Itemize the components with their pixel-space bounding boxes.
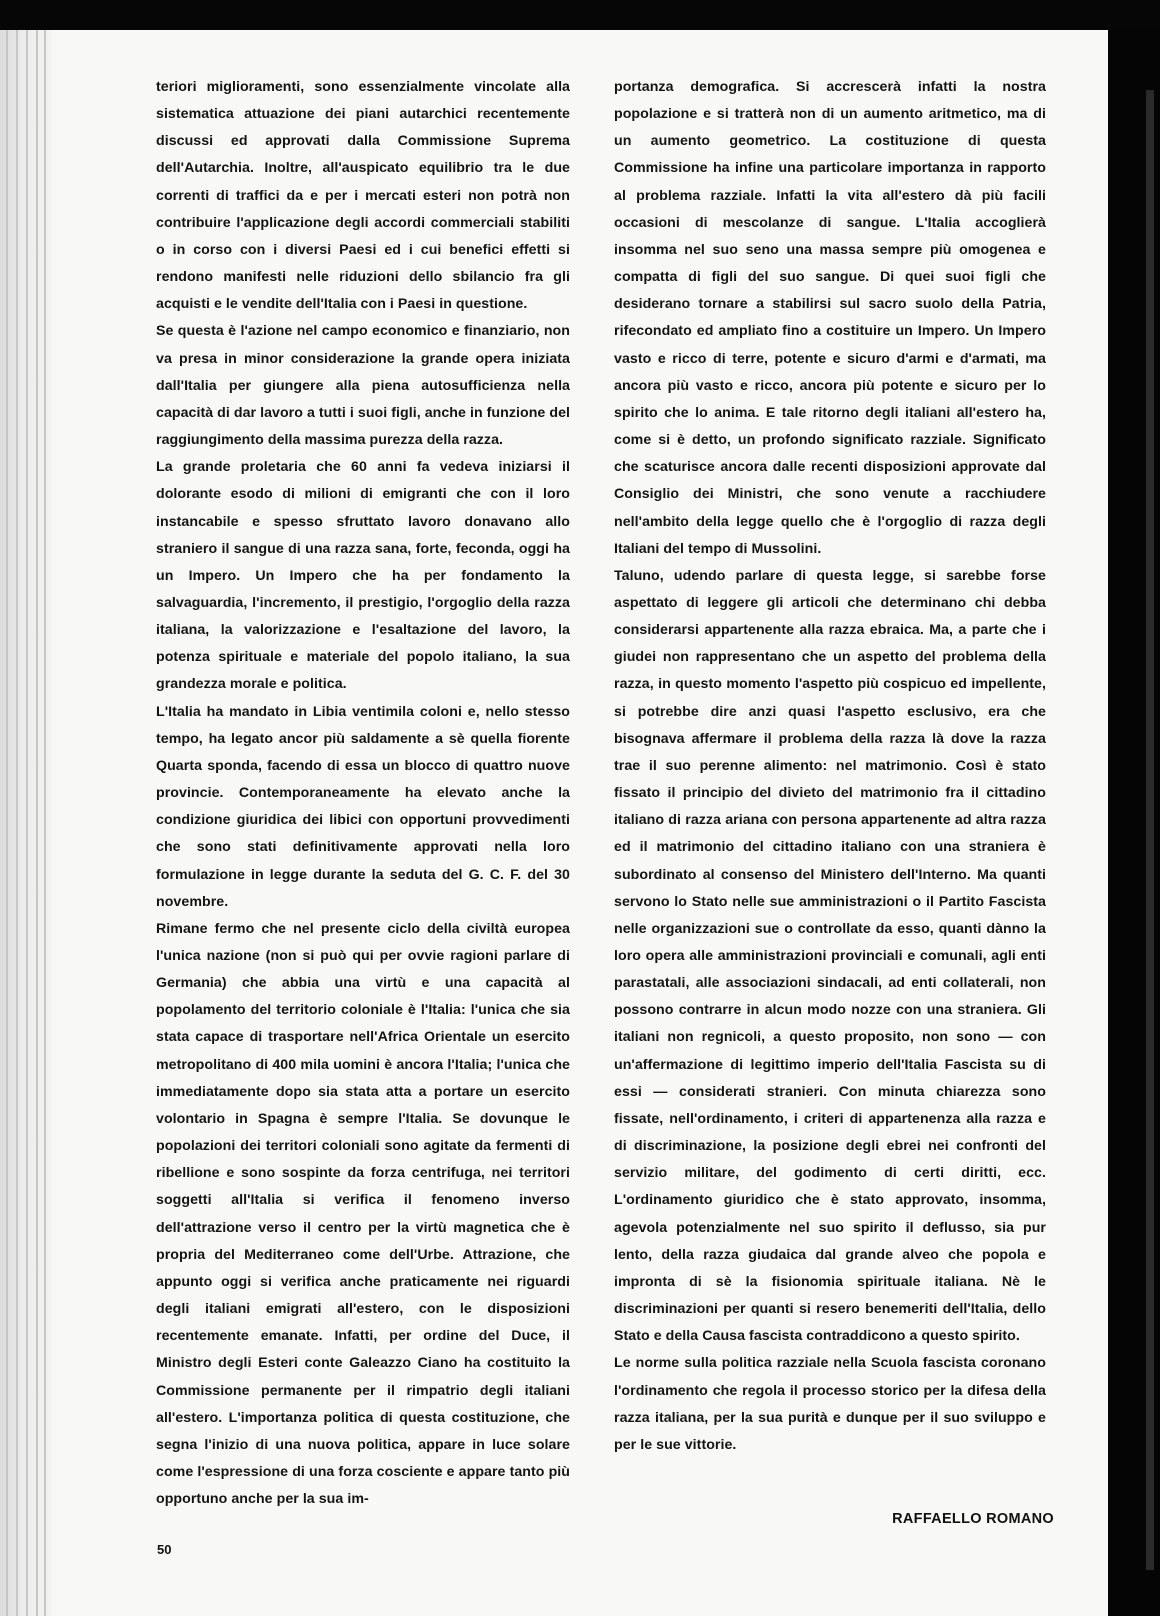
paragraph: Taluno, udendo parlare di questa legge, si sarebbe forse aspettato di leggere gli articoli che determinano chi debba considerarsi appartenente alla razza ebraica. Ma, a parte che i giudei non rappresentano che un aspetto del problema della razza, in questo momento l'aspetto più cospicuo ed impellente, si potrebbe dire anzi quasi l'aspetto esclusivo, era che bisognava affermare il problema della razza là dove la razza trae il suo perenne alimento: nel matrimonio. Così è stato fissato il principio del divieto del matrimonio fra il cittadino italiano di razza ariana con persona appartenente ad altra razza ed il matrimonio del cittadino italiano con una straniera è subordinato al consenso del Ministero dell'Interno. Ma quanti servono lo Stato nelle sue amministrazioni o il Partito Fascista nelle organizzazioni sue o controllate da esso, quanti dànno la loro opera alle amministrazioni provinciali e comunali, agli enti parastatali, alle associazioni sindacali, ad enti collaterali, non possono contrarre in alcun modo nozze con una straniera. Gli italiani non regnicoli, a questo proposito, non sono — con un'affermazione di legittimo imperio dell'Italia Fascista su di essi — considerati stranieri. Con minuta chiarezza sono fissate, nell'ordinamento, i criteri di appartenenza alla razza e di discriminazione, la posizione degli ebrei nei confronti del servizio militare, del godimento di certi diritti, ecc. L'ordinamento giuridico che è stato approvato, insomma, agevola potenzialmente nel suo spirito il deflusso, sia pur lento, della razza giudaica dal grande alveo che popola e impronta di sè la fisionomia spirituale italiana. Nè le discriminazioni per quanti si resero benemeriti dell'Italia, dello Stato e della Causa fascista contraddicono a questo spirito. (614, 567, 1046, 1345)
article-column-right (614, 74, 1046, 1459)
paragraph: teriori miglioramenti, sono essenzialmente vincolate alla sistematica attuazione dei piani autarchici recentemente discussi ed approvati dalla Commissione Suprema dell'Autarchia. Inoltre, all'auspicato equilibrio tra le due correnti di traffici da e per i mercati esteri non potrà non contribuire l'applicazione degli accordi commerciali stabiliti o in corso con i diversi Paesi ed i cui benefici effetti si rendono manifesti nelle riduzioni dello sbilancio fra gli acquisti e le vendite dell'Italia con i Paesi in questione. (156, 79, 570, 313)
paragraph: Se questa è l'azione nel campo economico e finanziario, non va presa in minor considerazione la grande opera iniziata dall'Italia per giungere alla piena autosufficienza nella capacità di dar lavoro a tutti i suoi figli, anche in funzione del raggiungimento della massima purezza della razza. (156, 323, 571, 449)
paragraph: Rimane fermo che nel presente ciclo della civiltà europea l'unica nazione (non si può qui per ovvie ragioni parlare di Germania) che abbia una virtù e una capacità al popolamento del territorio coloniale è l'Italia: l'unica che sia stata capace di trasportare nell'Africa Orientale un esercito metropolitano di 400 mila uomini è ancora l'Italia; l'unica che immediatamente dopo sia stata atta a portare un esercito volontario in Spagna è sempre l'Italia. Se dovunque le popolazioni dei territori coloniali sono agitate da fermenti di ribellione e sono sospinte da forza centrifuga, nei territori soggetti all'Italia si verifica il fenomeno inverso dell'attrazione verso il centro per la virtù magnetica che è propria del Mediterraneo come dell'Urbe. Attrazione, che appunto oggi si verifica anche praticamente nei riguardi degli italiani emigrati all'estero, con le disposizioni recentemente emanate. Infatti, per ordine del Duce, il Ministro degli Esteri conte Galeazzo Ciano ha costituito la Commissione permanente per il rimpatrio degli italiani all'estero. L'importanza politica di questa costituzione, che segna l'inizio di una nuova politica, appare in luce solare come l'espressione di una forza cosciente e appare tanto più opportuno anche per la sua im- (156, 920, 570, 1508)
binding-line (36, 30, 38, 1616)
page-binding-gutter (0, 30, 52, 1616)
binding-line (44, 30, 46, 1616)
paragraph: portanza demografica. Si accrescerà infatti la nostra popolazione e si tratterà non di un aumento aritmetico, ma di un aumento geometrico. La costituzione di questa Commissione ha infine una particolare importanza in rapporto al problema razziale. Infatti la vita all'estero dà più facili occasioni di mescolanze di sangue. L'Italia accoglierà insomma nel suo seno una massa sempre più omogenea e compatta di figli del suo sangue. Di quei suoi figli che desiderano tornare a stabilirsi sul sacro suolo della Patria, rifecondato ed ampliato fino a costituire un Impero. Un Impero vasto e ricco di terre, potente e sicuro d'armi e d'armati, ma ancora più vasto e ricco, ancora più potente e sicuro per lo spirito che lo anima. E tale ritorno degli italiani all'estero ha, come si è detto, un profondo significato razziale. Significato che scaturisce ancora dalle recenti disposizioni approvate dal Consiglio dei Ministri, che sono venute a racchiudere nell'ambito della legge quello che è l'orgoglio di razza degli Italiani del tempo di Mussolini. (614, 79, 1046, 557)
page-edge-strip (1146, 90, 1154, 1570)
article-column-left (156, 74, 570, 1513)
page-number: 50 (157, 1542, 172, 1557)
paragraph: La grande proletaria che 60 anni fa vedeva iniziarsi il dolorante esodo di milioni di emigranti che con il loro instancabile e spesso sfruttato lavoro donavano allo straniero il sangue di una razza sana, forte, feconda, oggi ha un Impero. Un Impero che ha per fondamento la salvaguardia, l'incremento, il prestigio, l'orgoglio della razza italiana, la valorizzazione e l'esaltazione del lavoro, la potenza spirituale e materiale del popolo italiano, la sua grandezza morale e politica. (156, 459, 570, 693)
magazine-page (0, 30, 1108, 1616)
binding-line (16, 30, 18, 1616)
paragraph: Le norme sulla politica razziale nella Scuola fascista coronano l'ordinamento che regola il processo storico per la difesa della razza italiana, per la sua purità e dunque per il suo sviluppo e per le sue vittorie. (614, 1355, 1046, 1453)
paragraph: L'Italia ha mandato in Libia ventimila coloni e, nello stesso tempo, ha legato ancor più saldamente a sè quella fiorente Quarta sponda, facendo di essa un blocco di quattro nuove provincie. Contemporaneamente ha elevato anche la condizione giuridica dei libici con opportuni provvedimenti che sono stati definitivamente approvati nella loro formulazione in legge durante la seduta del G. C. F. del 30 novembre. (156, 703, 570, 910)
binding-line (6, 30, 8, 1616)
binding-line (26, 30, 28, 1616)
author-signature: RAFFAELLO ROMANO (892, 1511, 1054, 1527)
right-black-border (1108, 30, 1160, 1616)
